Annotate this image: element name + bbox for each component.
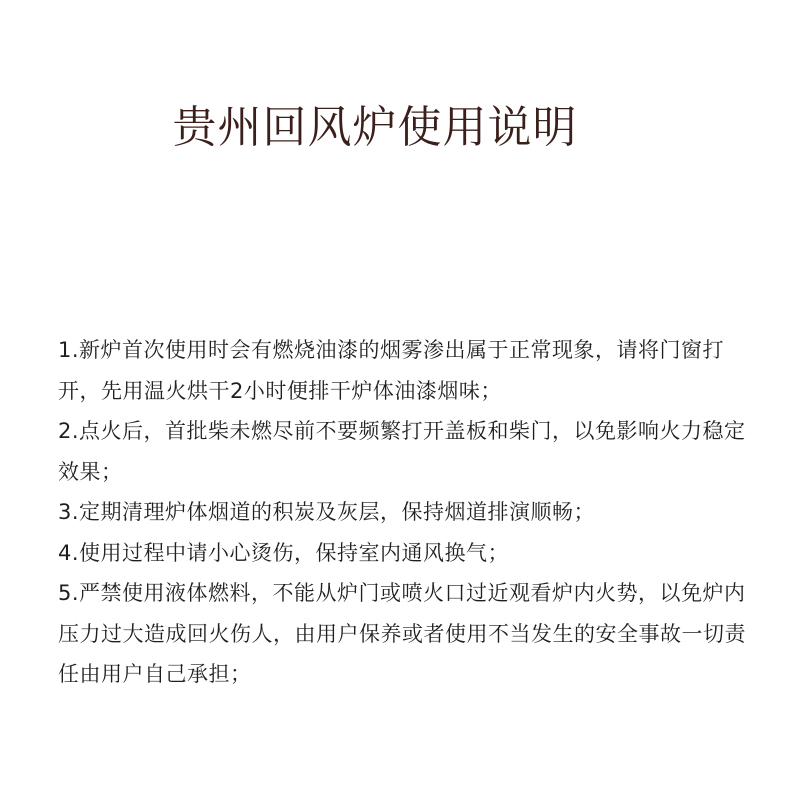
instruction-item-2: 2.点火后，首批柴未燃尽前不要频繁打开盖板和柴门，以免影响火力稳定效果；	[58, 419, 746, 484]
instruction-item-1: 1.新炉首次使用时会有燃烧油漆的烟雾渗出属于正常现象，请将门窗打开，先用温火烘干2小时便排干炉体油漆烟味；	[58, 338, 725, 403]
instruction-item-4: 4.使用过程中请小心烫伤，保持室内通风换气；	[58, 540, 510, 565]
instruction-item-5: 5.严禁使用液体燃料，不能从炉门或喷火口过近观看炉内火势，以免炉内压力过大造成回火伤人，由用户保养或者使用不当发生的安全事故一切责任由用户自己承担；	[58, 581, 746, 686]
page-title: 贵州回风炉使用说明	[172, 102, 578, 153]
instruction-list	[58, 330, 758, 695]
instruction-item-3: 3.定期清理炉体烟道的积炭及灰层，保持烟道排演顺畅；	[58, 500, 596, 524]
